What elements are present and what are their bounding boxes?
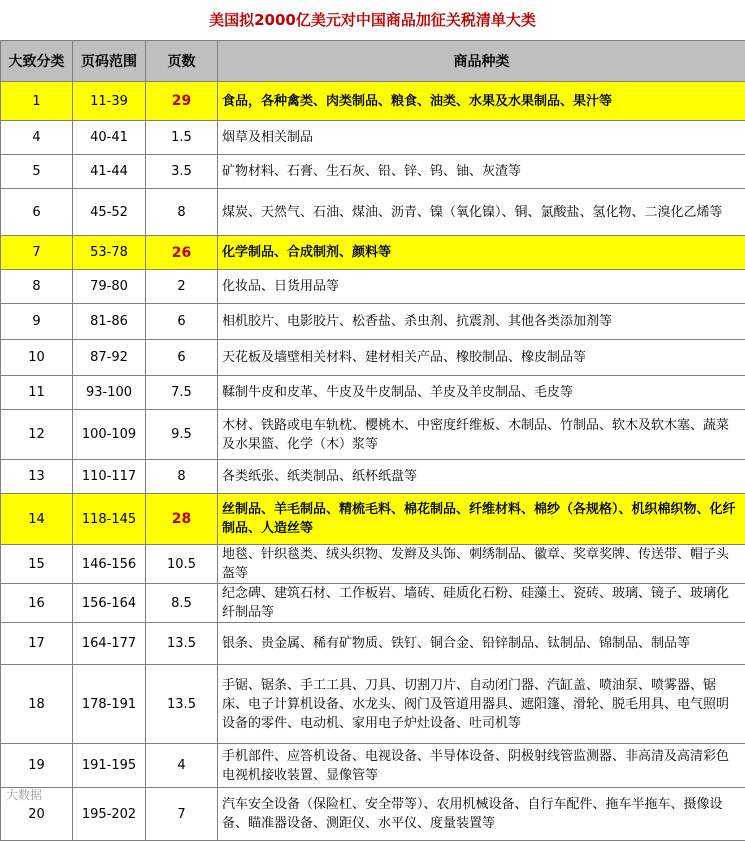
row-page-count: 6 (146, 340, 218, 376)
table-row (1, 744, 745, 788)
row-goods-description: 木材、铁路或电车轨枕、樱桃木、中密度纤维板、木制品、竹制品、软木及软木塞、蔬菜及水果篮、化学（木）浆等 (218, 410, 745, 460)
row-goods-description: 鞣制牛皮和皮革、牛皮及牛皮制品、羊皮及羊皮制品、毛皮等 (218, 376, 745, 410)
row-page-count: 9.5 (146, 410, 218, 460)
row-page-range: 164-177 (73, 623, 146, 665)
row-page-count: 3.5 (146, 155, 218, 189)
table-row (1, 665, 745, 744)
row-page-count: 28 (146, 494, 218, 545)
row-goods-description: 纪念碑、建筑石材、工作板岩、墙砖、硅质化石粉、硅藻土、瓷砖、玻璃、镜子、玻璃化纤制品等 (218, 584, 745, 623)
table-row (1, 460, 745, 494)
row-page-range: 156-164 (73, 584, 146, 623)
row-page-range: 87-92 (73, 340, 146, 376)
tariff-table (0, 40, 745, 841)
header-page-count: 页数 (146, 41, 218, 82)
row-page-count: 6 (146, 304, 218, 340)
table-row (1, 270, 745, 304)
table-row (1, 545, 745, 584)
watermark-text: 大数据 (6, 786, 42, 803)
row-page-range: 100-109 (73, 410, 146, 460)
table-row (1, 304, 745, 340)
row-category: 17 (1, 623, 73, 665)
row-category: 16 (1, 584, 73, 623)
row-page-range: 45-52 (73, 189, 146, 236)
table-row (1, 236, 745, 270)
table-row (1, 494, 745, 545)
row-category: 11 (1, 376, 73, 410)
row-page-range: 53-78 (73, 236, 146, 270)
row-page-count: 8 (146, 189, 218, 236)
row-category: 13 (1, 460, 73, 494)
row-goods-description: 汽车安全设备（保险杠、安全带等）、农用机械设备、自行车配件、拖车半拖车、摄像设备、瞄准器设备、测距仪、水平仪、度量装置等 (218, 788, 745, 841)
row-page-count: 7 (146, 788, 218, 841)
row-category: 10 (1, 340, 73, 376)
row-category: 9 (1, 304, 73, 340)
row-goods-description: 相机胶片、电影胶片、松香盐、杀虫剂、抗震剂、其他各类添加剂等 (218, 304, 745, 340)
row-page-count: 29 (146, 82, 218, 121)
table-row (1, 340, 745, 376)
row-page-range: 195-202 (73, 788, 146, 841)
table-row (1, 189, 745, 236)
row-goods-description: 煤炭、天然气、石油、煤油、沥青、镍（氧化镍）、铜、氯酸盐、氢化物、二溴化乙烯等 (218, 189, 745, 236)
table-body (1, 82, 745, 841)
table-row (1, 155, 745, 189)
row-page-count: 8 (146, 460, 218, 494)
header-row (1, 41, 745, 82)
row-category: 19 (1, 744, 73, 788)
row-goods-description: 天花板及墙壁相关材料、建材相关产品、橡胶制品、橡皮制品等 (218, 340, 745, 376)
table-row (1, 376, 745, 410)
row-page-count: 8.5 (146, 584, 218, 623)
row-page-count: 2 (146, 270, 218, 304)
row-page-range: 40-41 (73, 121, 146, 155)
row-goods-description: 食品，各种禽类、肉类制品、粮食、油类、水果及水果制品、果汁等 (218, 82, 745, 121)
row-page-range: 191-195 (73, 744, 146, 788)
row-goods-description: 化妆品、日货用品等 (218, 270, 745, 304)
header-category: 大致分类 (1, 41, 73, 82)
header-page-range: 页码范围 (73, 41, 146, 82)
table-row (1, 623, 745, 665)
row-goods-description: 化学制品、合成制剂、颜料等 (218, 236, 745, 270)
row-goods-description: 各类纸张、纸类制品、纸杯纸盘等 (218, 460, 745, 494)
row-category: 14 (1, 494, 73, 545)
table-row (1, 584, 745, 623)
row-category: 15 (1, 545, 73, 584)
row-category: 18 (1, 665, 73, 744)
row-category: 12 (1, 410, 73, 460)
row-goods-description: 地毯、针织毯类、绒头织物、发辫及头饰、刺绣制品、徽章、奖章奖牌、传送带、帽子头盔等 (218, 545, 745, 584)
table-row (1, 82, 745, 121)
row-goods-description: 烟草及相关制品 (218, 121, 745, 155)
row-page-count: 4 (146, 744, 218, 788)
row-page-range: 81-86 (73, 304, 146, 340)
row-category: 6 (1, 189, 73, 236)
row-page-range: 110-117 (73, 460, 146, 494)
row-page-count: 10.5 (146, 545, 218, 584)
table-row (1, 410, 745, 460)
row-page-count: 1.5 (146, 121, 218, 155)
row-category: 7 (1, 236, 73, 270)
row-category: 20 (1, 788, 73, 841)
row-goods-description: 银条、贵金属、稀有矿物质、铁钉、铜合金、铅锌制品、钛制品、锦制品、制品等 (218, 623, 745, 665)
row-category: 5 (1, 155, 73, 189)
row-goods-description: 手机部件、应答机设备、电视设备、半导体设备、阴极射线管监测器、非高清及高清彩色电视机接收装置、显像管等 (218, 744, 745, 788)
header-goods-type: 商品种类 (218, 41, 745, 82)
row-page-range: 118-145 (73, 494, 146, 545)
row-page-range: 79-80 (73, 270, 146, 304)
page-title: 美国拟2000亿美元对中国商品加征关税清单大类 (0, 0, 745, 40)
table-row (1, 121, 745, 155)
row-page-range: 41-44 (73, 155, 146, 189)
row-page-range: 146-156 (73, 545, 146, 584)
row-page-count: 26 (146, 236, 218, 270)
row-page-range: 178-191 (73, 665, 146, 744)
row-category: 4 (1, 121, 73, 155)
row-page-range: 11-39 (73, 82, 146, 121)
row-category: 1 (1, 82, 73, 121)
row-category: 8 (1, 270, 73, 304)
row-page-count: 13.5 (146, 665, 218, 744)
row-goods-description: 手锯、锯条、手工工具、刀具、切割刀片、自动闭门器、汽缸盖、喷油泵、喷雾器、锯床、电子计算机设备、水龙头、阀门及管道用器具、遮阳篷、滑轮、脱毛用具、电气照明设备的零件、电动机、家用电子炉灶设备、吐司机等 (218, 665, 745, 744)
row-page-range: 93-100 (73, 376, 146, 410)
row-page-count: 7.5 (146, 376, 218, 410)
row-page-count: 13.5 (146, 623, 218, 665)
table-row (1, 788, 745, 841)
row-goods-description: 矿物材料、石膏、生石灰、铅、锌、钨、铀、灰渣等 (218, 155, 745, 189)
row-goods-description: 丝制品、羊毛制品、精梳毛料、棉花制品、纤维材料、棉纱（各规格）、机织棉织物、化纤制品、人造丝等 (218, 494, 745, 545)
